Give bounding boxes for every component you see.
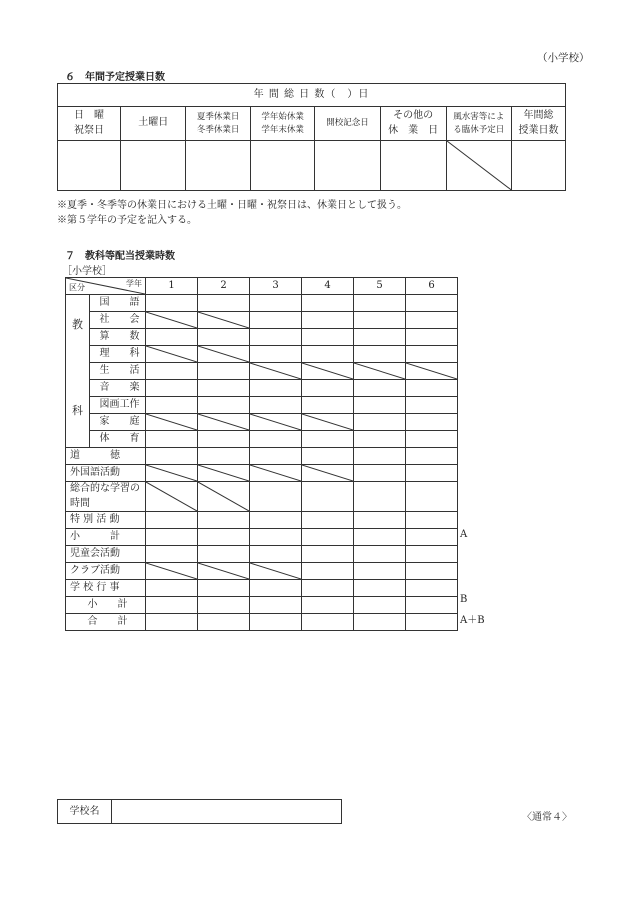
col-founding-day: 開校記念日 — [315, 107, 380, 141]
grade-header: 6 — [406, 278, 458, 295]
hours-cell[interactable] — [250, 614, 302, 631]
annual-days-table — [57, 83, 566, 191]
hours-cell[interactable] — [406, 414, 458, 431]
hours-cell[interactable] — [250, 397, 302, 414]
note-2: ※第５学年の予定を記入する。 — [57, 215, 197, 226]
row-label: クラブ活動 — [66, 563, 146, 580]
hours-cell[interactable] — [146, 614, 198, 631]
hours-cell[interactable] — [146, 329, 198, 346]
side-label-a: A — [460, 529, 468, 540]
hours-cell[interactable] — [146, 431, 198, 448]
hours-cell[interactable] — [406, 563, 458, 580]
corner-header — [66, 278, 146, 295]
hours-cell[interactable] — [302, 295, 354, 312]
hours-cell[interactable] — [146, 580, 198, 597]
hours-cell[interactable] — [198, 597, 250, 614]
moral-education-row — [66, 448, 458, 465]
crossed-cell — [198, 482, 250, 512]
crossed-cell — [250, 414, 302, 431]
row-label: 合 計 — [66, 614, 146, 631]
hours-cell[interactable] — [198, 431, 250, 448]
hours-cell[interactable] — [250, 580, 302, 597]
kubun-corner-label: 区分 — [69, 283, 85, 293]
section-6-title: ６ 年間予定授業日数 — [65, 72, 165, 83]
crossed-cell — [146, 563, 198, 580]
hours-cell[interactable] — [198, 546, 250, 563]
hours-cell[interactable] — [354, 448, 406, 465]
school-name-box — [57, 799, 342, 824]
row-label: 小 計 — [66, 597, 146, 614]
hours-cell[interactable] — [406, 448, 458, 465]
hours-cell[interactable] — [250, 295, 302, 312]
section-7-title: ７ 教科等配当授業時数 — [65, 251, 175, 262]
integrated-study-row — [66, 482, 458, 512]
hours-cell[interactable] — [250, 346, 302, 363]
crossed-cell — [146, 465, 198, 482]
hours-cell[interactable] — [198, 448, 250, 465]
side-label-a-plus-b: A＋B — [460, 615, 485, 626]
class-hours-table — [65, 277, 458, 631]
crossed-cell — [302, 363, 354, 380]
crossed-cell — [302, 465, 354, 482]
hours-cell[interactable] — [250, 546, 302, 563]
hours-cell[interactable] — [354, 414, 406, 431]
hours-cell[interactable] — [354, 580, 406, 597]
form-code: 〈通常４〉 — [522, 812, 572, 823]
col-term-break: 学年始休業 学年末休業 — [250, 107, 314, 141]
hours-cell[interactable] — [406, 529, 458, 546]
hours-cell[interactable] — [198, 580, 250, 597]
hours-cell[interactable] — [198, 380, 250, 397]
col-summer-winter-break: 夏季休業日 冬季休業日 — [186, 107, 250, 141]
subject-label: 生 活 — [90, 363, 146, 380]
grade-header: 4 — [302, 278, 354, 295]
hours-cell[interactable] — [302, 563, 354, 580]
hours-cell[interactable] — [406, 329, 458, 346]
input-cell[interactable] — [511, 141, 565, 191]
hours-cell[interactable] — [198, 363, 250, 380]
hours-cell[interactable] — [354, 512, 406, 529]
hours-cell[interactable] — [302, 346, 354, 363]
row-label: 特 別 活 動 — [66, 512, 146, 529]
hours-cell[interactable] — [354, 397, 406, 414]
crossed-cell — [198, 312, 250, 329]
hours-cell[interactable] — [250, 529, 302, 546]
hours-cell[interactable] — [302, 597, 354, 614]
row-label: 道 徳 — [66, 448, 146, 465]
hours-cell[interactable] — [302, 380, 354, 397]
subject-label: 家 庭 — [90, 414, 146, 431]
hours-cell[interactable] — [406, 431, 458, 448]
total-days-row: 年 間 総 日 数（ ）日 — [58, 84, 566, 107]
hours-cell[interactable] — [354, 546, 406, 563]
hours-cell[interactable] — [250, 431, 302, 448]
hours-cell[interactable] — [146, 295, 198, 312]
club-activities-row — [66, 563, 458, 580]
hours-cell[interactable] — [302, 512, 354, 529]
input-cell[interactable] — [380, 141, 446, 191]
hours-cell[interactable] — [406, 546, 458, 563]
hours-cell[interactable] — [406, 614, 458, 631]
hours-cell[interactable] — [198, 397, 250, 414]
subject-label: 算 数 — [90, 329, 146, 346]
crossed-cell — [446, 141, 511, 191]
input-cell[interactable] — [186, 141, 250, 191]
subject-label: 図画工作 — [90, 397, 146, 414]
crossed-cell — [198, 346, 250, 363]
hours-cell[interactable] — [302, 546, 354, 563]
hours-cell[interactable] — [354, 295, 406, 312]
hours-cell[interactable] — [302, 482, 354, 512]
grade-corner-label: 学年 — [126, 279, 142, 288]
crossed-cell — [146, 414, 198, 431]
hours-cell[interactable] — [406, 295, 458, 312]
input-cell[interactable] — [121, 141, 186, 191]
hours-cell[interactable] — [250, 482, 302, 512]
hours-cell[interactable] — [302, 312, 354, 329]
hours-cell[interactable] — [406, 580, 458, 597]
subject-label: 社 会 — [90, 312, 146, 329]
hours-cell[interactable] — [198, 529, 250, 546]
crossed-cell — [198, 414, 250, 431]
row-label: 児童会活動 — [66, 546, 146, 563]
crossed-cell — [250, 465, 302, 482]
hours-cell[interactable] — [198, 295, 250, 312]
subject-label: 理 科 — [90, 346, 146, 363]
hours-cell[interactable] — [406, 397, 458, 414]
subject-label: 音 楽 — [90, 380, 146, 397]
hours-cell[interactable] — [250, 448, 302, 465]
hours-cell[interactable] — [354, 614, 406, 631]
col-other-holidays: その他の 休 業 日 — [380, 107, 446, 141]
col-total-class-days: 年間総 授業日数 — [511, 107, 565, 141]
grade-header: 2 — [198, 278, 250, 295]
row-label: 小 計 — [66, 529, 146, 546]
hours-cell[interactable] — [302, 329, 354, 346]
hours-cell[interactable] — [406, 380, 458, 397]
row-label: 外国語活動 — [66, 465, 146, 482]
school-name-field[interactable] — [112, 800, 341, 823]
hours-cell[interactable] — [198, 614, 250, 631]
hours-cell[interactable] — [302, 614, 354, 631]
hours-cell[interactable] — [146, 529, 198, 546]
student-council-row — [66, 546, 458, 563]
col-sunday-holiday: 日 曜 祝祭日 — [58, 107, 121, 141]
hours-cell[interactable] — [354, 431, 406, 448]
hours-cell[interactable] — [250, 329, 302, 346]
hours-cell[interactable] — [250, 380, 302, 397]
school-type-tag: （小学校） — [537, 52, 590, 64]
subtotal-b-row — [66, 597, 458, 614]
foreign-language-row — [66, 465, 458, 482]
crossed-cell — [198, 465, 250, 482]
hours-cell[interactable] — [354, 329, 406, 346]
hours-cell[interactable] — [354, 346, 406, 363]
school-events-row — [66, 580, 458, 597]
hours-cell[interactable] — [354, 529, 406, 546]
subject-label: 体 育 — [90, 431, 146, 448]
hours-cell[interactable] — [146, 597, 198, 614]
hours-cell[interactable] — [146, 363, 198, 380]
crossed-cell — [354, 363, 406, 380]
hours-cell[interactable] — [146, 448, 198, 465]
hours-cell[interactable] — [354, 563, 406, 580]
col-saturday: 土曜日 — [121, 107, 186, 141]
hours-cell[interactable] — [146, 546, 198, 563]
input-cell[interactable] — [250, 141, 314, 191]
subtotal-a-row — [66, 529, 458, 546]
special-activities-row — [66, 512, 458, 529]
crossed-cell — [302, 414, 354, 431]
kyoka-category: 教 科 — [66, 295, 90, 448]
hours-cell[interactable] — [198, 512, 250, 529]
crossed-cell — [250, 363, 302, 380]
hours-cell[interactable] — [354, 312, 406, 329]
hours-cell[interactable] — [250, 512, 302, 529]
hours-cell[interactable] — [198, 329, 250, 346]
hours-cell[interactable] — [250, 312, 302, 329]
grade-header: 5 — [354, 278, 406, 295]
hours-cell[interactable] — [354, 465, 406, 482]
hours-cell[interactable] — [406, 512, 458, 529]
hours-cell[interactable] — [354, 482, 406, 512]
input-cell[interactable] — [315, 141, 380, 191]
input-cell[interactable] — [58, 141, 121, 191]
hours-cell[interactable] — [302, 397, 354, 414]
total-row — [66, 614, 458, 631]
note-1: ※夏季・冬季等の休業日における土曜・日曜・祝祭日は、休業日として扱う。 — [57, 200, 407, 211]
hours-cell[interactable] — [250, 597, 302, 614]
hours-cell[interactable] — [406, 465, 458, 482]
hours-cell[interactable] — [406, 482, 458, 512]
row-label: 学 校 行 事 — [66, 580, 146, 597]
grade-header: 1 — [146, 278, 198, 295]
row-label: 総合的な学習の時間 — [66, 482, 146, 512]
hours-cell[interactable] — [302, 448, 354, 465]
crossed-cell — [146, 312, 198, 329]
hours-cell[interactable] — [302, 580, 354, 597]
hours-cell[interactable] — [146, 380, 198, 397]
section-7-subtitle: ［小学校］ — [62, 266, 112, 277]
hours-cell[interactable] — [406, 346, 458, 363]
crossed-cell — [406, 363, 458, 380]
hours-cell[interactable] — [406, 312, 458, 329]
hours-cell[interactable] — [302, 431, 354, 448]
crossed-cell — [146, 482, 198, 512]
hours-cell[interactable] — [354, 597, 406, 614]
subject-label: 国 語 — [90, 295, 146, 312]
side-label-b: B — [460, 594, 468, 605]
grade-header: 3 — [250, 278, 302, 295]
hours-cell[interactable] — [146, 512, 198, 529]
col-storm-closures: 風水害等によ る臨休予定日 — [446, 107, 511, 141]
crossed-cell — [198, 563, 250, 580]
crossed-cell — [250, 563, 302, 580]
hours-cell[interactable] — [406, 597, 458, 614]
hours-cell[interactable] — [354, 380, 406, 397]
school-name-label: 学校名 — [58, 800, 112, 823]
hours-cell[interactable] — [302, 529, 354, 546]
hours-cell[interactable] — [146, 397, 198, 414]
crossed-cell — [146, 346, 198, 363]
